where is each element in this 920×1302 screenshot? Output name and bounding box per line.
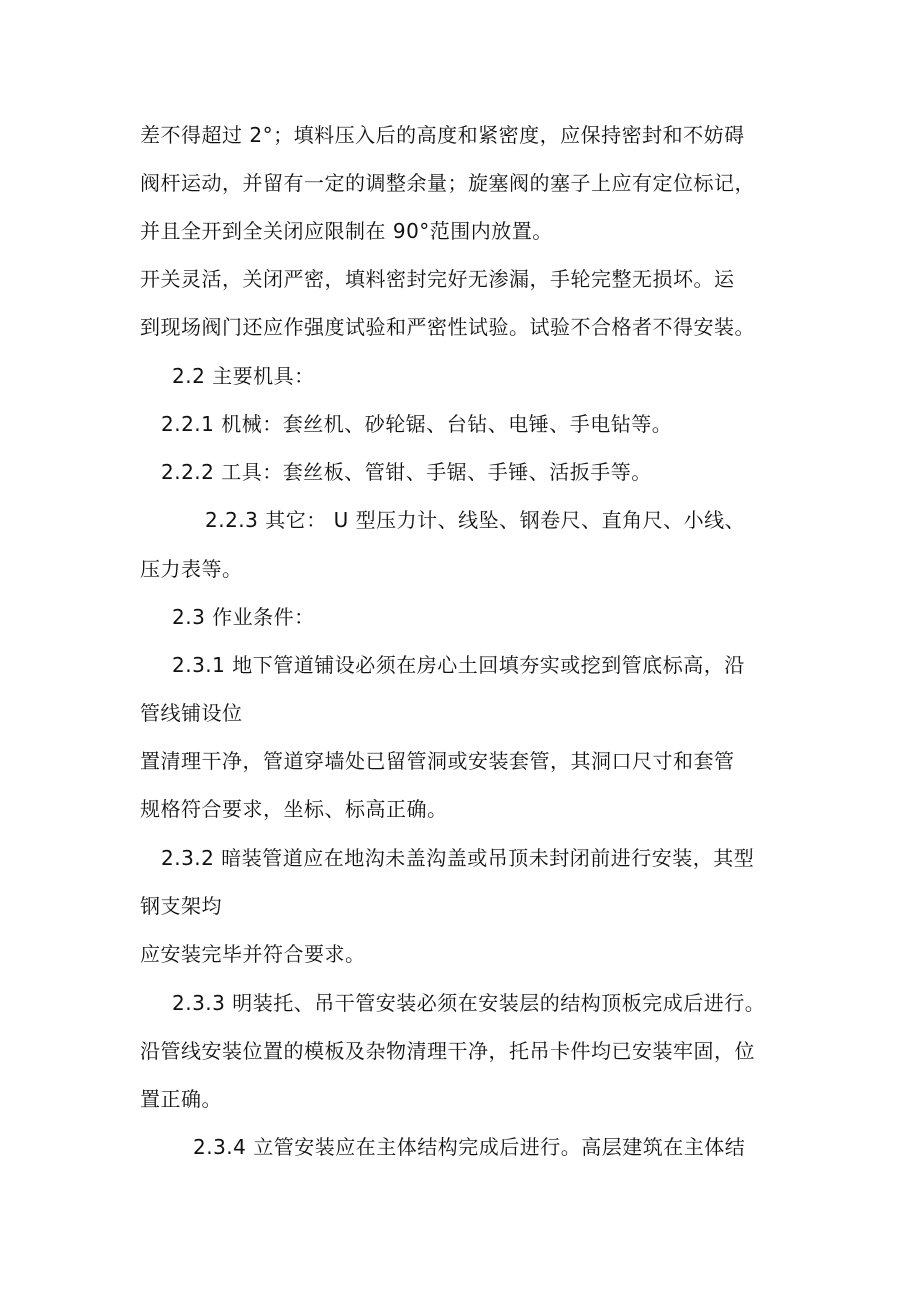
text-line: 管线铺设位	[140, 701, 243, 725]
section-heading: 2.3 作业条件：	[172, 605, 315, 629]
text-line: 阀杆运动，并留有一定的调整余量；旋塞阀的塞子上应有定位标记，	[140, 171, 755, 195]
subsection-line: 2.3.3 明装托、吊干管安装必须在安装层的结构顶板完成后进行。	[172, 991, 766, 1015]
text-line: 压力表等。	[140, 557, 243, 581]
text-line: 置正确。	[140, 1087, 222, 1111]
subsection-line: 2.3.4 立管安装应在主体结构完成后进行。高层建筑在主体结	[193, 1135, 746, 1159]
subsection-line: 2.2.1 机械：套丝机、砂轮锯、台钻、电锤、手电钻等。	[161, 412, 673, 436]
text-line: 开关灵活，关闭严密，填料密封完好无渗漏，手轮完整无损坏。运	[140, 267, 735, 291]
text-line: 钢支架均	[140, 894, 222, 918]
subsection-line: 2.3.2 暗装管道应在地沟未盖沟盖或吊顶未封闭前进行安装，其型	[161, 846, 755, 870]
text-line: 应安装完毕并符合要求。	[140, 942, 366, 966]
text-line: 并且全开到全关闭应限制在 90°范围内放置。	[140, 219, 553, 243]
text-line: 差不得超过 2°；填料压入后的高度和紧密度，应保持密封和不妨碍	[140, 123, 745, 147]
text-line: 到现场阀门还应作强度试验和严密性试验。试验不合格者不得安装。	[140, 315, 755, 339]
text-line: 沿管线安装位置的模板及杂物清理干净，托吊卡件均已安装牢固，位	[140, 1039, 755, 1063]
text-line: 规格符合要求，坐标、标高正确。	[140, 797, 448, 821]
subsection-line: 2.3.1 地下管道铺设必须在房心土回填夯实或挖到管底标高，沿	[172, 653, 745, 677]
subsection-line: 2.2.2 工具：套丝板、管钳、手锯、手锤、活扳手等。	[161, 460, 652, 484]
section-heading: 2.2 主要机具：	[172, 364, 315, 388]
text-line: 置清理干净，管道穿墙处已留管洞或安装套管，其洞口尺寸和套管	[140, 749, 735, 773]
subsection-line: 2.2.3 其它： U 型压力计、线坠、钢卷尺、直角尺、小线、	[205, 508, 746, 532]
